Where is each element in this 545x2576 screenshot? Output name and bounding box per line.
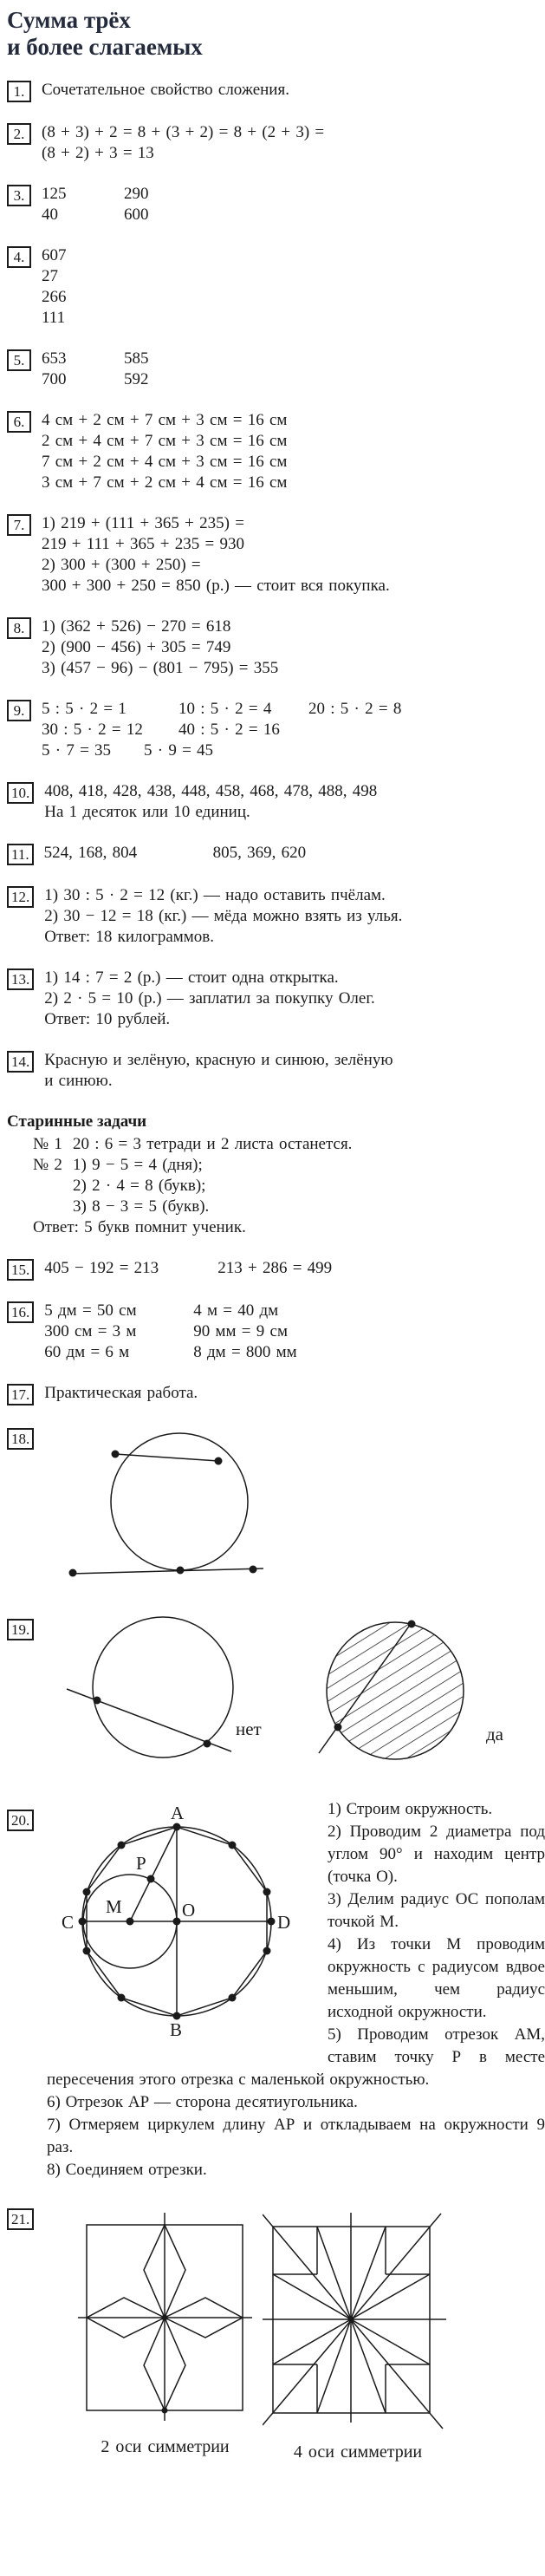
task-10 — [7, 781, 545, 823]
equation-line: 7 см + 2 см + 4 см + 3 см = 16 см — [42, 453, 288, 471]
answer-value: 585 — [124, 349, 149, 368]
figure-secant-circle — [55, 1616, 280, 1768]
old-tasks-section — [7, 1112, 545, 1238]
segment-AM — [130, 1827, 177, 1921]
task-14 — [7, 1050, 545, 1092]
answer-value: 700 — [42, 370, 67, 388]
equation-line: 10 : 5 · 2 = 4 — [178, 700, 272, 718]
bottom-dot — [162, 2408, 168, 2414]
equation-line: 20 : 5 · 2 = 8 — [308, 700, 402, 718]
task-9 — [7, 699, 545, 761]
task-13 — [7, 968, 545, 1030]
number-sequence: 805, 369, 620 — [212, 844, 307, 862]
equation-line: 219 + 111 + 365 + 235 = 930 — [42, 535, 244, 553]
task-21 — [7, 2206, 545, 2462]
old-task-label: № 1 — [33, 1135, 62, 1153]
equation-line: 2) 300 + (300 + 250) = — [42, 556, 201, 574]
task-1 — [7, 80, 545, 102]
task-5-number: 5. — [7, 349, 31, 371]
figure-4-axes-of-symmetry — [263, 2206, 453, 2429]
task-19-number: 19. — [7, 1619, 34, 1640]
construction-step: 4) Из точки М проводим окружность с радиусом вдвое меньшим, чем радиус исходной окружности. — [328, 1935, 545, 2021]
construction-step: 6) Отрезок АР — сторона десятиугольника. — [47, 2093, 358, 2111]
construction-step: 2) Проводим 2 диаметра под углом 90° и находим центр (точка О). — [328, 1823, 545, 1886]
equation-line: 300 + 300 + 250 = 850 (р.) — стоит вся покупка. — [42, 577, 390, 595]
point-dots — [69, 1451, 257, 1577]
figure-tangent-hatched-circle — [315, 1616, 531, 1768]
task-16-number: 16. — [7, 1301, 34, 1323]
answer-value: 290 — [124, 185, 149, 203]
construction-step: 5) Проводим отрезок АМ, ставим точку Р в месте пересечения этого отрезка с маленькой окружностью. — [47, 2025, 545, 2089]
old-tasks-heading: Старинные задачи — [7, 1112, 147, 1131]
answer-text: Практическая работа. — [44, 1384, 198, 1402]
equation-line: 4 см + 2 см + 7 см + 3 см = 16 см — [42, 411, 288, 429]
construction-step: 7) Отмеряем циркулем длину АР и откладываем на окружности 9 раз. — [47, 2116, 545, 2156]
task-3-number: 3. — [7, 185, 31, 206]
figure-2-axes-block — [76, 2206, 254, 2457]
point-label-O: O — [182, 1900, 196, 1921]
answer-text: Ответ: 18 килограммов. — [44, 928, 215, 946]
answer-text: Красную и зелёную, красную и синюю, зелёную — [44, 1051, 393, 1069]
equation-line: 1) (362 + 526) − 270 = 618 — [42, 617, 231, 636]
equation-line: 1) 219 + (111 + 365 + 235) = — [42, 514, 244, 532]
answer-value: 111 — [42, 309, 66, 327]
task-1-text: Сочетательное свойство сложения. — [42, 81, 289, 99]
answer-text: и синюю. — [44, 1072, 113, 1090]
circle — [111, 1433, 248, 1570]
equation-line: (8 + 3) + 2 = 8 + (3 + 2) = 8 + (2 + 3) = — [42, 123, 325, 141]
task-2 — [7, 122, 545, 164]
task-8-number: 8. — [7, 617, 31, 639]
figure-caption: 2 оси симметрии — [101, 2437, 230, 2456]
task-2-number: 2. — [7, 123, 31, 145]
task-18 — [7, 1425, 545, 1599]
construction-step: 8) Соединяем отрезки. — [47, 2161, 207, 2179]
task-21-number: 21. — [7, 2208, 34, 2230]
task-19 — [7, 1616, 545, 1781]
answer-value: 600 — [124, 205, 149, 224]
answer-value: 266 — [42, 288, 67, 306]
task-20-number: 20. — [7, 1810, 34, 1831]
equation-line: (8 + 2) + 3 = 13 — [42, 144, 154, 162]
equation-line: 405 − 192 = 213 — [44, 1259, 159, 1277]
old-task-label: № 2 — [33, 1156, 62, 1174]
task-1-number: 1. — [7, 81, 31, 102]
point-label-P: P — [136, 1853, 146, 1874]
conversion-line: 8 дм = 800 мм — [193, 1343, 297, 1361]
conversion-line: 90 мм = 9 см — [193, 1322, 288, 1340]
equation-line: 3) (457 − 96) − (801 − 795) = 355 — [42, 659, 279, 677]
equation-line: 213 + 286 = 499 — [217, 1259, 333, 1277]
answer-value: 592 — [124, 370, 149, 388]
task-17-number: 17. — [7, 1384, 34, 1405]
point-label-M: M — [106, 1896, 122, 1917]
equation-line: 2) (900 − 456) + 305 = 749 — [42, 638, 231, 656]
task-7-number: 7. — [7, 514, 31, 536]
task-17 — [7, 1383, 545, 1405]
chord-line — [115, 1454, 218, 1461]
answer-value: 40 — [42, 205, 58, 224]
task-10-number: 10. — [7, 782, 34, 804]
old-task-subline: 2) 2 · 4 = 8 (букв); — [73, 1177, 206, 1195]
task-16 — [7, 1301, 545, 1363]
equation-line: 40 : 5 · 2 = 16 — [178, 721, 280, 739]
equation-line: 5 · 7 = 35 — [42, 741, 112, 760]
conversion-line: 5 дм = 50 см — [44, 1301, 137, 1320]
task-13-number: 13. — [7, 968, 34, 990]
task-12 — [7, 885, 545, 948]
task-7 — [7, 513, 545, 597]
equation-line: 5 : 5 · 2 = 1 — [42, 700, 127, 718]
label-yes: да — [486, 1724, 504, 1745]
point-label-A: A — [171, 1803, 185, 1823]
figure-2-axes-of-symmetry — [76, 2206, 254, 2424]
task-4 — [7, 245, 545, 329]
answer-value: 607 — [42, 246, 67, 264]
task-14-number: 14. — [7, 1051, 34, 1073]
label-no: нет — [236, 1718, 262, 1739]
center-dot — [162, 2315, 168, 2321]
solution-line: 1) 30 : 5 · 2 = 12 (кг.) — надо оставить пчёлам. — [44, 886, 386, 904]
answer-value: 125 — [42, 185, 67, 203]
solution-line: 1) 14 : 7 = 2 (р.) — стоит одна открытка. — [44, 968, 339, 987]
point-label-C: C — [62, 1912, 75, 1933]
solution-line: 2) 30 − 12 = 18 (кг.) — мёда можно взять из улья. — [44, 907, 403, 925]
center-dot — [348, 2317, 354, 2323]
construction-step: 1) Строим окружность. — [328, 1800, 493, 1818]
task-6-number: 6. — [7, 411, 31, 433]
number-sequence: 524, 168, 804 — [43, 844, 138, 862]
equation-line: 2 см + 4 см + 7 см + 3 см = 16 см — [42, 432, 288, 450]
old-task-text: 1) 9 − 5 = 4 (дня); — [73, 1156, 203, 1174]
figure-caption: 4 оси симметрии — [293, 2442, 423, 2462]
task-4-number: 4. — [7, 246, 31, 268]
task-11 — [7, 843, 545, 865]
conversion-line: 300 см = 3 м — [44, 1322, 137, 1340]
task-8 — [7, 616, 545, 679]
answer-value: 653 — [42, 349, 67, 368]
figure-circle-chord-tangent — [62, 1425, 340, 1592]
task-20 — [7, 1798, 545, 2181]
answer-text: На 1 десяток или 10 единиц. — [44, 803, 250, 821]
task-11-number: 11. — [7, 844, 34, 865]
hatched-circle — [327, 1622, 464, 1759]
equation-line: 30 : 5 · 2 = 12 — [42, 721, 143, 739]
old-task-text: 20 : 6 = 3 тетради и 2 листа останется. — [73, 1135, 353, 1153]
equation-line: 5 · 9 = 45 — [144, 741, 214, 760]
answer-text: Ответ: 10 рублей. — [44, 1010, 171, 1028]
page-title-line2: и более слагаемых — [7, 34, 203, 60]
conversion-line: 60 дм = 6 м — [44, 1343, 130, 1361]
task-6 — [7, 410, 545, 493]
task-15-number: 15. — [7, 1259, 34, 1281]
construction-step: 3) Делим радиус ОС пополам точкой М. — [328, 1890, 545, 1931]
task-5 — [7, 349, 545, 390]
conversion-line: 4 м = 40 дм — [193, 1301, 279, 1320]
page-title — [7, 7, 545, 61]
equation-line: 3 см + 7 см + 2 см + 4 см = 16 см — [42, 473, 288, 492]
old-task-subline: 3) 8 − 3 = 5 (букв). — [73, 1197, 210, 1216]
point-label-D: D — [277, 1912, 291, 1933]
answer-text: Ответ: 5 букв помнит ученик. — [33, 1218, 246, 1236]
task-9-number: 9. — [7, 700, 31, 721]
task-12-number: 12. — [7, 886, 34, 908]
task-18-number: 18. — [7, 1428, 34, 1450]
solution-line: 2) 2 · 5 = 10 (р.) — заплатил за покупку Олег. — [44, 989, 375, 1008]
figure-decagon-construction — [47, 1798, 315, 2051]
task-3 — [7, 184, 545, 225]
point-label-B: B — [170, 2019, 183, 2040]
task-15 — [7, 1258, 545, 1281]
number-sequence: 408, 418, 428, 438, 448, 458, 468, 478, 488, 498 — [44, 782, 378, 800]
circle — [93, 1617, 233, 1758]
figure-4-axes-block — [263, 2206, 453, 2462]
page-title-line1: Сумма трёх — [7, 7, 131, 33]
answer-value: 27 — [42, 267, 58, 285]
symmetry-rays — [263, 2213, 446, 2429]
